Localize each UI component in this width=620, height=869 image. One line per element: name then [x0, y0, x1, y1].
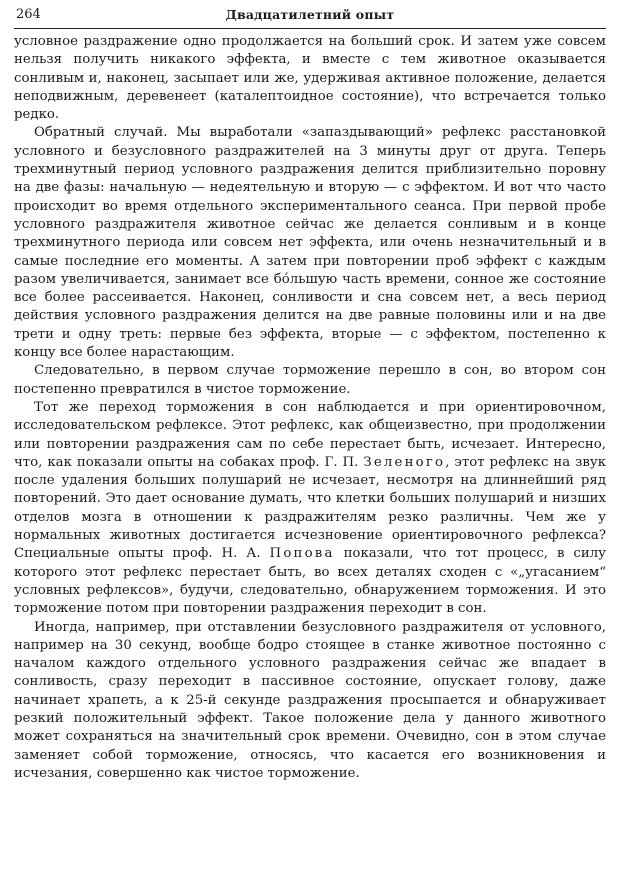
paragraph-text: Тот же переход торможения в сон наблюдается и при ориентировочном, исследовательском рефлексе. Этот рефлекс, как общеизвестно, при продолжении или повторении раздражения сам по себе перестает быть, исчезает. Интересно, что, как показали опыты на собаках проф. Г. П.	[14, 399, 606, 470]
paragraph-text: , этот рефлекс на звук после удаления больших полушарий не исчезает, несмотря на длиннейший ряд повторений. Это дает основание думать, что клетки больших полушарий и низших отделов мозга в отношении к раздражителям резко различны. Чем же у нормальных животных достигается исчезновение ориентировочного рефлекса? Специальные опыты проф. Н. А.	[14, 454, 607, 562]
paragraph-text: условное раздражение одно продолжается на больший срок. И затем уже совсем нельзя получить никакого эффекта, и вместе с тем животное оказывается сонливым и, наконец, засыпает или же, удерживая активное положение, делается неподвижным, деревенеет (каталептоидное состояние), что встречается только редко.	[14, 34, 606, 123]
paragraph-text: Обратный случай. Мы выработали «запаздывающий» рефлекс расстановкой условного и безусловного раздражителей на 3 минуты друг от друга. Теперь трехминутный период условного раздражения делится приблизительно поровну на две фазы: начальную — недеятельную и вторую — с эффектом. И вот что часто происходит во время отдельного экспериментального сеанса. При первой пробе условного раздражителя животное сейчас же делается сонливым и в конце трехминутного периода или совсем нет эффекта, или очень незначительный и в самые последние его моменты. А затем при повторении проб эффект с каждым разом увеличивается, занимает все бо́льшую часть времени, сонное же состояние все более рассеивается. Наконец, сонливости и сна совсем нет, а весь период действия условного раздражения делится на две равные половины или и на две трети и одну треть: первые без эффекта, вторые — с эффектом, постепенно к концу все более нарастающим.	[14, 125, 606, 361]
paragraph-2	[14, 124, 606, 362]
paragraph-text: Иногда, например, при отставлении безусловного раздражителя от условного, например на 30 секунд, вообще бодро стоящее в станке животное постоянно с началом каждого отдельного условного раздражения сейчас же впадает в сонливость, сразу переходит в пассивное состояние, опускает голову, даже начинает храпеть, а к 25-й секунде раздражения просыпается и обнаруживает резкий положительный эффект. Такое положение дела у данного животного может сохраняться на значительный срок времени. Очевидно, сон в этом случае заменяет собой торможение, относясь, что касается его возникновения и исчезания, совершенно как чистое торможение.	[14, 619, 606, 781]
running-title: Двадцатилетний опыт	[225, 7, 395, 22]
paragraph-1	[14, 33, 606, 124]
author-name-popov: Попова	[269, 546, 335, 562]
body-text	[14, 33, 606, 783]
paragraph-text: показали, что тот процесс, в силу которого этот рефлекс перестает быть, во всех деталях сходен с «„угасанием“ условных рефлексов», будучи, следовательно, обнаружением торможения. И это торможение потом при повторении раздражения переходит в сон.	[14, 546, 607, 617]
page-header	[14, 6, 606, 29]
paragraph-3	[14, 362, 606, 399]
page-number: 264	[16, 7, 41, 22]
paragraph-text: Следовательно, в первом случае торможение перешло в сон, во втором сон постепенно превратился в чистое торможение.	[14, 363, 606, 397]
paragraph-4	[14, 399, 606, 619]
author-name-zeleny: Зеленого	[363, 454, 446, 470]
paragraph-5	[14, 619, 606, 784]
